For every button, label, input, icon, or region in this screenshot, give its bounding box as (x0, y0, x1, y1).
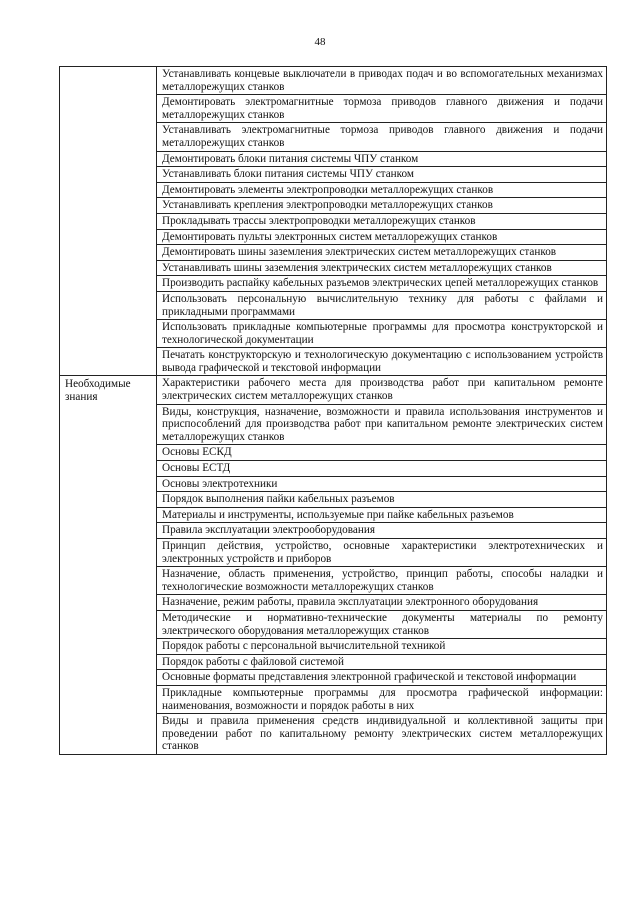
knowledge-item: Принцип действия, устройство, основные характеристики электротехнических и электронных устройств и приборов (157, 539, 607, 567)
knowledge-item: Порядок работы с файловой системой (157, 654, 607, 670)
knowledge-item: Характеристики рабочего места для производства работ при капитальном ремонте электрических систем металлорежущих станков (157, 376, 607, 404)
skill-item: Производить распайку кабельных разъемов электрических цепей металлорежущих станков (157, 276, 607, 292)
skill-item: Устанавливать блоки питания системы ЧПУ станком (157, 167, 607, 183)
skill-item: Прокладывать трассы электропроводки металлорежущих станков (157, 213, 607, 229)
knowledge-item: Основы ЕСТД (157, 461, 607, 477)
knowledge-item: Порядок выполнения пайки кабельных разъемов (157, 492, 607, 508)
knowledge-item: Виды и правила применения средств индивидуальной и коллективной защиты при проведении работ по капитальному ремонту электрических систем металлорежущих станков (157, 714, 607, 755)
knowledge-item: Правила эксплуатации электрооборудования (157, 523, 607, 539)
skill-item: Устанавливать концевые выключатели в приводах подач и во вспомогательных механизмах металлорежущих станков (157, 67, 607, 95)
skill-item: Использовать прикладные компьютерные программы для просмотра конструкторской и технологической документации (157, 320, 607, 348)
page-number: 48 (314, 36, 326, 48)
knowledge-item: Основные форматы представления электронной графической и текстовой информации (157, 670, 607, 686)
skill-item: Демонтировать элементы электропроводки металлорежущих станков (157, 182, 607, 198)
knowledge-item: Виды, конструкция, назначение, возможности и правила использования инструментов и приспособлений для производства работ при капитальном ремонте электрических систем металлорежущих станков (157, 404, 607, 445)
knowledge-item: Материалы и инструменты, используемые при пайке кабельных разъемов (157, 507, 607, 523)
table-row (60, 376, 607, 404)
section-label-knowledge: Необходимые знания (60, 376, 157, 754)
skill-item: Демонтировать пульты электронных систем металлорежущих станков (157, 229, 607, 245)
skill-item: Устанавливать электромагнитные тормоза приводов главного движения и подачи металлорежущих станков (157, 123, 607, 151)
requirements-table-body (60, 67, 607, 755)
knowledge-item: Назначение, область применения, устройство, принцип работы, способы наладки и технологические возможности металлорежущих станков (157, 567, 607, 595)
skill-item: Использовать персональную вычислительную технику для работы с файлами и прикладными программами (157, 291, 607, 319)
table-row (60, 67, 607, 95)
knowledge-item: Основы ЕСКД (157, 445, 607, 461)
skill-item: Устанавливать шины заземления электрических систем металлорежущих станков (157, 260, 607, 276)
skill-item: Демонтировать электромагнитные тормоза приводов главного движения и подачи металлорежущих станков (157, 95, 607, 123)
skill-item: Устанавливать крепления электропроводки металлорежущих станков (157, 198, 607, 214)
knowledge-item: Прикладные компьютерные программы для просмотра графической информации: наименования, возможности и порядок работы в них (157, 685, 607, 713)
skill-item: Демонтировать блоки питания системы ЧПУ станком (157, 151, 607, 167)
skill-item: Демонтировать шины заземления электрических систем металлорежущих станков (157, 245, 607, 261)
section-label-skills (60, 67, 157, 376)
knowledge-item: Назначение, режим работы, правила эксплуатации электронного оборудования (157, 595, 607, 611)
knowledge-item: Основы электротехники (157, 476, 607, 492)
knowledge-item: Методические и нормативно-технические документы материалы по ремонту электрического оборудования металлорежущих станков (157, 610, 607, 638)
knowledge-item: Порядок работы с персональной вычислительной техникой (157, 639, 607, 655)
skill-item: Печатать конструкторскую и технологическую документацию с использованием устройств вывода графической и текстовой информации (157, 348, 607, 376)
requirements-table (59, 66, 607, 755)
